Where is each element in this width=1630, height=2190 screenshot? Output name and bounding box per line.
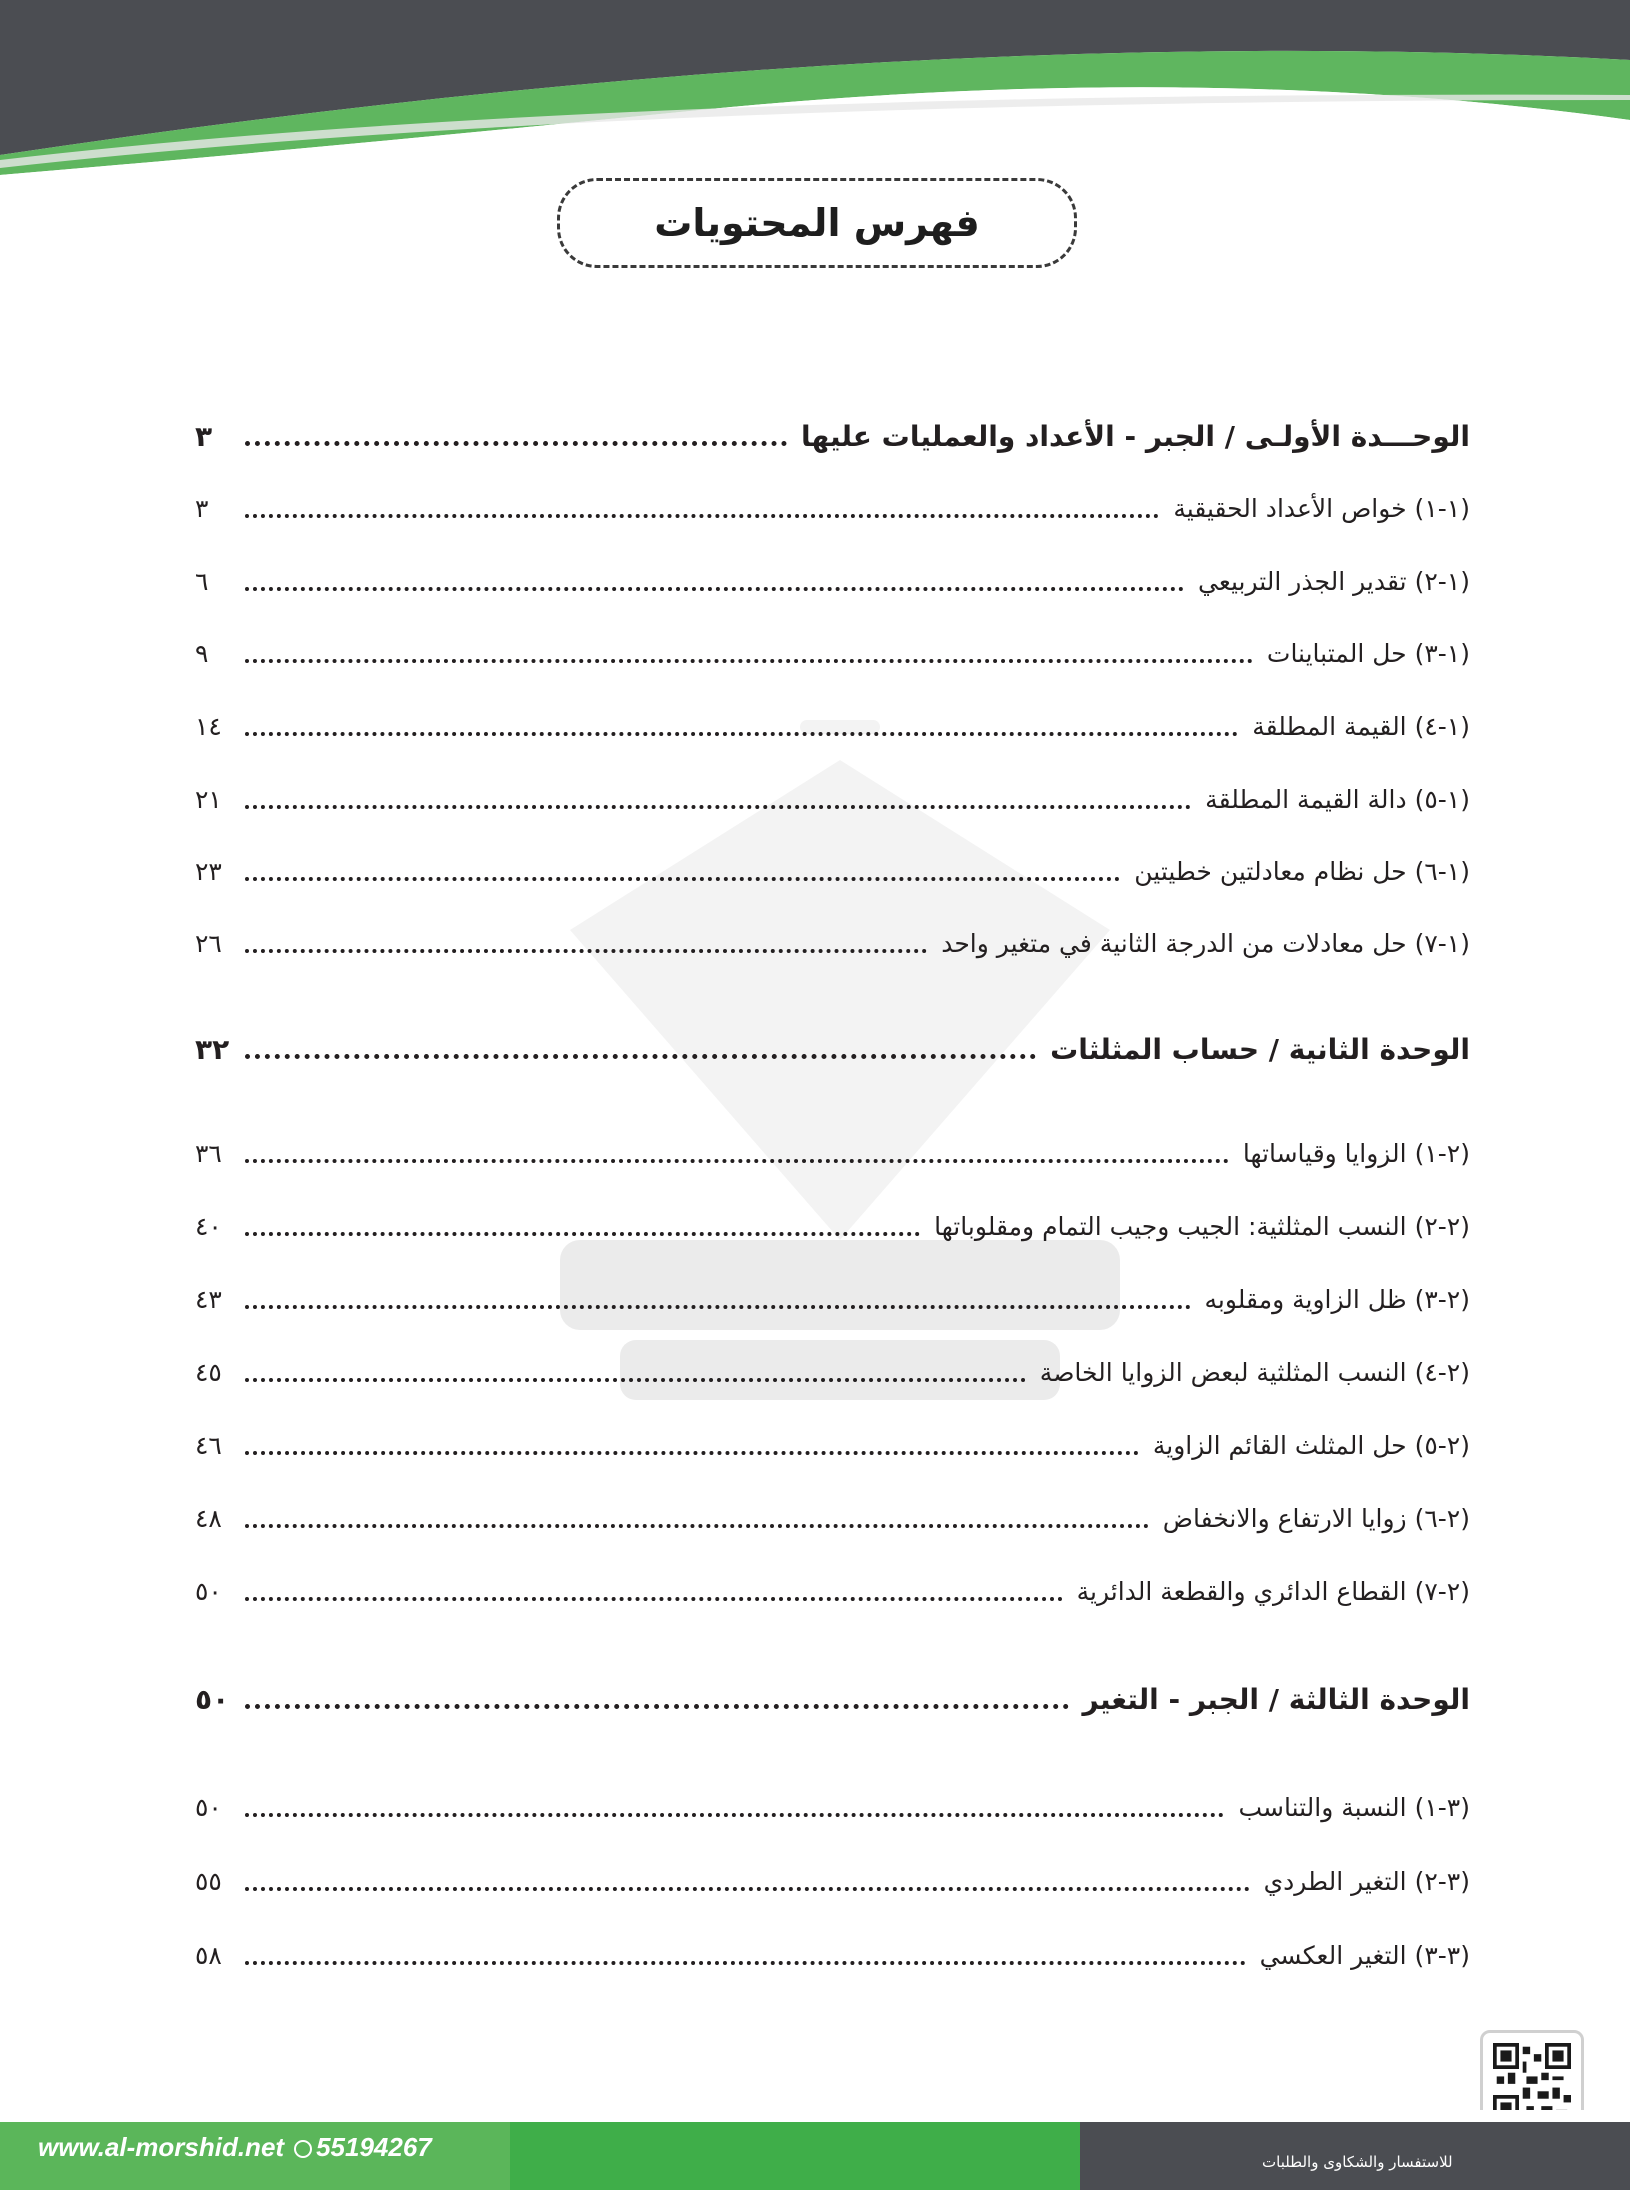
toc-label: (٢-٥) حل المثلث القائم الزاوية (1152, 1431, 1470, 1460)
toc-label: (١-٢) تقدير الجذر التربيعي (1198, 567, 1470, 596)
toc-lesson[interactable] (195, 1850, 1470, 1902)
toc-label: (٢-١) الزوايا وقياساتها (1242, 1139, 1470, 1168)
dot-leader (245, 804, 1191, 809)
toc-unit-2[interactable] (195, 1018, 1470, 1070)
toc-page-number: ٥٠ (195, 1577, 222, 1606)
dot-leader (245, 1812, 1224, 1817)
dot-leader (245, 586, 1184, 591)
dot-leader (245, 876, 1120, 881)
toc-lesson[interactable] (195, 1268, 1470, 1320)
dot-leader (245, 1960, 1246, 1965)
footer (0, 2110, 1630, 2190)
toc-label: (١-٣) حل المتباينات (1266, 639, 1470, 668)
toc-lesson[interactable] (195, 840, 1470, 892)
toc-label: (٢-٧) القطاع الدائري والقطعة الدائرية (1076, 1577, 1470, 1606)
dot-leader (245, 440, 787, 446)
toc-label: (١-١) خواص الأعداد الحقيقية (1173, 494, 1470, 523)
toc-lesson[interactable] (195, 768, 1470, 820)
footer-green-band-2 (510, 2122, 1080, 2190)
toc-page-number: ٥٠ (195, 1683, 230, 1716)
toc-label: (٢-٤) النسب المثلثية لبعض الزوايا الخاصة (1039, 1358, 1470, 1387)
top-banner (0, 0, 1630, 180)
toc-page-number: ٤٥ (195, 1358, 222, 1387)
toc-lesson[interactable] (195, 912, 1470, 964)
toc-label: (٣-١) النسبة والتناسب (1238, 1793, 1470, 1822)
page-title: فهرس المحتويات (654, 201, 980, 245)
dot-leader (245, 1703, 1069, 1709)
toc-lesson[interactable] (195, 1414, 1470, 1466)
website-link[interactable]: www.al-morshid.net (38, 2132, 285, 2162)
toc-label: (٣-٢) التغير الطردي (1263, 1867, 1470, 1896)
toc-page-number: ٥٠ (195, 1793, 222, 1822)
phone-icon (294, 2140, 312, 2158)
toc-lesson[interactable] (195, 1122, 1470, 1174)
dot-leader (245, 1596, 1063, 1601)
toc-label: الوحدة الثانية / حساب المثلثات (1050, 1033, 1470, 1066)
toc-label: (٢-٣) ظل الزاوية ومقلوبه (1204, 1285, 1470, 1314)
toc-page-number: ٣٦ (195, 1139, 222, 1168)
toc-label: (١-٥) دالة القيمة المطلقة (1205, 785, 1470, 814)
footer-inquiry-text: للاستفسار والشكاوى والطلبات (1262, 2153, 1453, 2171)
toc-label: (١-٧) حل معادلات من الدرجة الثانية في متغير واحد (941, 929, 1470, 958)
dot-leader (245, 731, 1238, 736)
title-box (557, 178, 1077, 268)
toc-label: (٢-٦) زوايا الارتفاع والانخفاض (1162, 1504, 1470, 1533)
toc-page-number: ٦ (195, 567, 209, 596)
toc-label: (١-٤) القيمة المطلقة (1252, 712, 1470, 741)
toc-page-number: ١٤ (195, 712, 222, 741)
toc-page-number: ٤٣ (195, 1285, 222, 1314)
toc-label: الوحـــدة الأولـى / الجبر - الأعداد والعمليات عليها (800, 420, 1470, 453)
toc-lesson[interactable] (195, 477, 1470, 529)
toc-lesson[interactable] (195, 1487, 1470, 1539)
toc-page-number: ٥٨ (195, 1941, 222, 1970)
footer-spacer (0, 2110, 1630, 2122)
footer-contact (38, 2132, 432, 2163)
dot-leader (245, 1886, 1250, 1891)
dot-leader (245, 1377, 1026, 1382)
dot-leader (245, 948, 927, 953)
toc-page-number: ٢٣ (195, 857, 222, 886)
toc-unit-3[interactable] (195, 1668, 1470, 1720)
toc-lesson[interactable] (195, 695, 1470, 747)
toc-lesson[interactable] (195, 1341, 1470, 1393)
toc-lesson[interactable] (195, 550, 1470, 602)
toc-unit-1[interactable] (195, 405, 1470, 457)
dot-leader (245, 1053, 1036, 1059)
dot-leader (245, 1523, 1149, 1528)
toc-lesson[interactable] (195, 1924, 1470, 1976)
toc-lesson[interactable] (195, 1560, 1470, 1612)
dot-leader (245, 513, 1159, 518)
toc-page-number: ٢١ (195, 785, 222, 814)
dot-leader (245, 658, 1253, 663)
dot-leader (245, 1158, 1229, 1163)
toc-page-number: ٩ (195, 639, 209, 668)
toc-page-number: ٣٢ (195, 1033, 230, 1066)
toc-page-number: ٣ (195, 420, 213, 453)
toc-label: (٣-٣) التغير العكسي (1259, 1941, 1470, 1970)
toc-lesson[interactable] (195, 622, 1470, 674)
toc-label: (١-٦) حل نظام معادلتين خطيتين (1134, 857, 1470, 886)
toc-page-number: ٣ (195, 494, 209, 523)
toc-lesson[interactable] (195, 1776, 1470, 1828)
toc-page-number: ٤٠ (195, 1212, 222, 1241)
toc-label: الوحدة الثالثة / الجبر - التغير (1082, 1683, 1470, 1716)
phone-number[interactable]: 55194267 (316, 2132, 432, 2162)
toc-page-number: ٤٨ (195, 1504, 222, 1533)
dot-leader (245, 1304, 1191, 1309)
dot-leader (245, 1231, 920, 1236)
toc-lesson[interactable] (195, 1195, 1470, 1247)
toc-page-number: ٢٦ (195, 929, 222, 958)
toc-label: (٢-٢) النسب المثلثية: الجيب وجيب التمام ومقلوباتها (934, 1212, 1470, 1241)
dot-leader (245, 1450, 1139, 1455)
toc-page-number: ٥٥ (195, 1867, 222, 1896)
toc-page-number: ٤٦ (195, 1431, 222, 1460)
